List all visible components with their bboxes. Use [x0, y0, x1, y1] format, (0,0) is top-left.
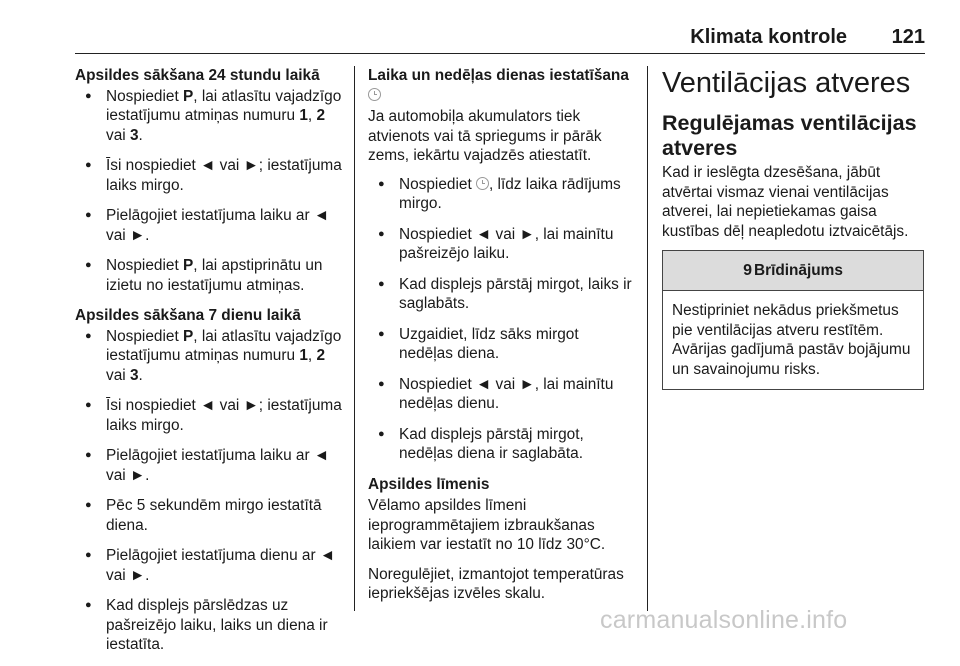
- list-item: ● Nospiediet P, lai atlasītu vajadzīgo iestatījumu atmiņas numuru 1, 2 vai 3.: [75, 327, 343, 386]
- steps-24h: [75, 87, 343, 296]
- list-item: ● Uzgaidiet, līdz sāks mirgot nedēļas diena.: [368, 325, 636, 364]
- list-item: ● Kad displejs pārstāj mirgot, laiks ir saglabāts.: [368, 275, 636, 314]
- list-item: ● Īsi nospiediet ◄ vai ►; iestatījuma laiks mirgo.: [75, 396, 343, 435]
- header-rule: [75, 53, 925, 54]
- warning-triangle-icon: 9: [743, 261, 752, 279]
- warning-text: Nestipriniet nekādus priekšmetus pie ventilācijas atveru restītēm. Avārijas gadījumā pastāv bojājumu un savainojumu risks.: [672, 302, 911, 378]
- column-3: [662, 66, 925, 390]
- warning-box: [662, 250, 924, 390]
- section-heading-24h: Apsildes sākšana 24 stundu laikā: [75, 67, 320, 84]
- key-p: P: [183, 257, 194, 274]
- steps-time-day: [368, 175, 636, 464]
- warning-header: [663, 251, 923, 291]
- list-item: ● Pēc 5 sekundēm mirgo iestatītā diena.: [75, 496, 343, 535]
- column-divider-2: [647, 66, 648, 611]
- list-item: ● Pielāgojiet iestatījuma laiku ar ◄ vai ►.: [75, 206, 343, 245]
- column-2: [368, 66, 636, 604]
- steps-7d: [75, 327, 343, 655]
- page-header: [75, 26, 925, 54]
- page-number: 121: [891, 26, 925, 48]
- clock-icon: [368, 88, 381, 101]
- watermark: carmanualsonline.info: [600, 606, 848, 634]
- clock-icon: [476, 177, 489, 190]
- list-item: ● Kad displejs pārslēdzas uz pašreizējo laiku, laiks un diena ir iestatīta.: [75, 596, 343, 655]
- key-p: P: [183, 327, 194, 345]
- section-heading-heat-level: Apsildes līmenis: [368, 475, 490, 493]
- list-item: ● Nospiediet , līdz laika rādījums mirgo.: [368, 175, 636, 214]
- list-item: ● Īsi nospiediet ◄ vai ►; iestatījuma laiks mirgo.: [75, 156, 343, 195]
- list-item: ● Pielāgojiet iestatījuma laiku ar ◄ vai ►.: [75, 446, 343, 485]
- list-item: ● Nospiediet ◄ vai ►, lai mainītu pašreizējo laiku.: [368, 225, 636, 264]
- section-heading-vents: Regulējamas ventilācijas atveres: [662, 111, 917, 160]
- paragraph-adjust: Noregulējiet, izmantojot temperatūras iepriekšējas izvēles skalu.: [368, 565, 624, 602]
- key-p: P: [183, 87, 194, 105]
- section-heading-7d: Apsildes sākšana 7 dienu laikā: [75, 307, 301, 324]
- column-1: [75, 66, 343, 666]
- list-item: ● Nospiediet P, lai atlasītu vajadzīgo iestatījumu atmiņas numuru 1, 2 vai 3.: [75, 87, 343, 146]
- paragraph-heat-level: Vēlamo apsildes līmeni ieprogrammētajiem izbraukšanas laikiem var iestatīt no 10 līdz 30°C.: [368, 497, 606, 553]
- header-title: Klimata kontrole: [690, 26, 847, 48]
- paragraph-vents: Kad ir ieslēgta dzesēšana, jābūt atvērtai vismaz vienai ventilācijas atverei, lai nepietiekamas gaisa kustības dēļ neapledotu iztvaicētājs.: [662, 164, 909, 240]
- list-item: ● Nospiediet P, lai apstiprinātu un izietu no iestatījumu atmiņas.: [75, 256, 343, 295]
- section-heading-time-day: Laika un nedēļas dienas iestatīšana: [368, 66, 636, 105]
- list-item: ● Kad displejs pārstāj mirgot, nedēļas diena ir saglabāta.: [368, 425, 636, 464]
- list-item: ● Pielāgojiet iestatījuma dienu ar ◄ vai ►.: [75, 546, 343, 585]
- list-item: ● Nospiediet ◄ vai ►, lai mainītu nedēļas dienu.: [368, 375, 636, 414]
- column-divider-1: [354, 66, 355, 611]
- warning-title: Brīdinājums: [753, 261, 843, 279]
- chapter-heading: Ventilācijas atveres: [662, 67, 911, 99]
- paragraph-reset: Ja automobiļa akumulators tiek atvienots vai tā spriegums ir pārāk zems, iekārtu vajadzēs atiestatīt.: [368, 108, 602, 164]
